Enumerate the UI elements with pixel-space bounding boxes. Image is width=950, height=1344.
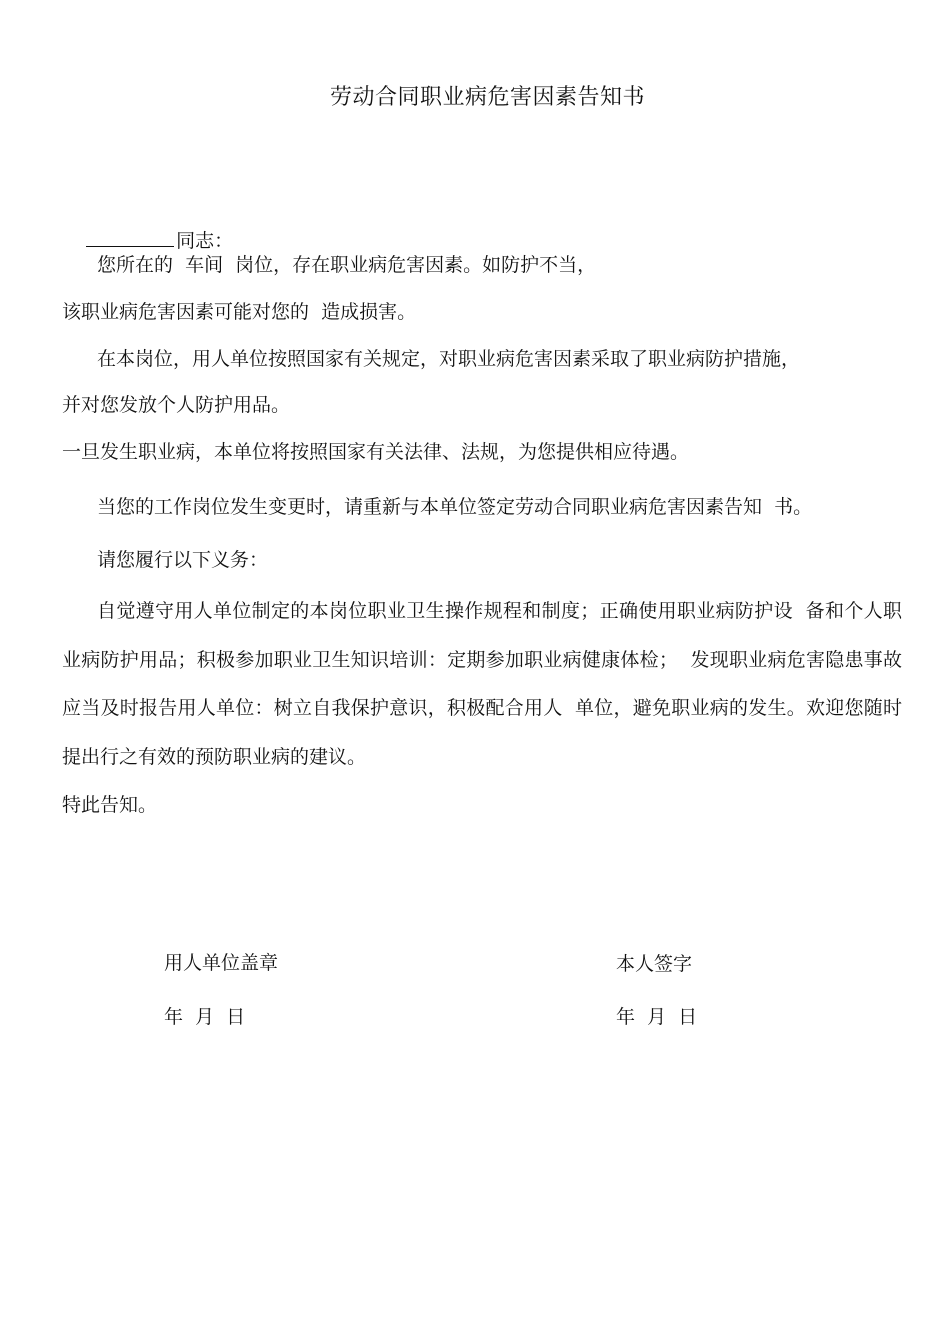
employee-date: 年 月 日 — [616, 1006, 698, 1028]
salutation-text: 同志： — [176, 230, 234, 252]
employer-date: 年 月 日 — [164, 1006, 246, 1028]
paragraph-line-7: 请您履行以下义务： — [97, 549, 269, 571]
document-title: 劳动合同职业病危害因素告知书 — [329, 85, 645, 110]
paragraph-line-4: 并对您发放个人防护用品。 — [62, 394, 291, 416]
paragraph-line-2: 该职业病危害因素可能对您的 造成损害。 — [62, 301, 417, 323]
paragraph-line-5: 一旦发生职业病，本单位将按照国家有关法律、法规，为您提供相应待遇。 — [62, 441, 690, 463]
paragraph-line-6: 当您的工作岗位发生变更时，请重新与本单位签定劳动合同职业病危害因素告知 书。 — [97, 496, 813, 518]
paragraph-line-1: 您所在的 车间 岗位，存在职业病危害因素。如防护不当， — [97, 254, 597, 276]
closing-line: 特此告知。 — [62, 794, 158, 816]
name-blank — [86, 228, 174, 247]
employee-sign-label: 本人签字 — [616, 953, 693, 975]
employer-seal-label: 用人单位盖章 — [164, 952, 279, 974]
paragraph-line-3: 在本岗位，用人单位按照国家有关规定，对职业病危害因素采取了职业病防护措施， — [97, 348, 801, 370]
duties-paragraph: 自觉遵守用人单位制定的本岗位职业卫生操作规程和制度；正确使用职业病防护设 备和个人职业病防护用品；积极参加职业卫生知识培训：定期参加职业病健康体检； 发现职业病危害隐患事故应当及时报告用人单位：树立自我保护意识，积极配合用人 单位，避免职业病的发生。欢迎您随时提出行之有效的预防职业病的建议。 — [62, 600, 902, 768]
